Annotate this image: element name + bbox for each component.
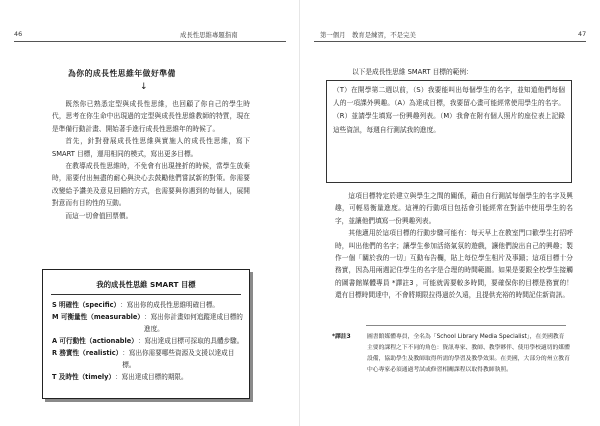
header-rule-left	[14, 41, 286, 42]
section-title: 為你的成長性思維年做好準備	[68, 69, 176, 78]
footnote-text: 圖書館媒體專員，全名為「School Library Media Specialist」，在美國教育主要的課程之下不同的角色：資訊專家、教師、教學夥伴、使用學校適切的媒體設備，協助學生及教師取得所需的學習及教學效果。在美國，大部分的州立教育中心專家必須通過考試或修習相關課程以取得教師執照。	[367, 334, 570, 373]
smart-item-t	[52, 371, 244, 383]
running-head-right: 第一個月 教育是練習，不是完美	[320, 31, 416, 39]
footnote-mark: *譯註3	[332, 334, 351, 340]
paragraph: 在教導成長性思維時，不免會有出現挫折的時候，當學生放棄時，需要付出無盡的耐心與決心去鼓勵他們嘗試新的對策。你需要改變給予讚美及意見回饋的方式，也需要與你遇到的每個人，展開對意而有目的性的互動。	[52, 162, 250, 208]
smart-item-r	[52, 347, 244, 371]
paragraph: 首先，針對發展成長性思維與實施人的成長性思維，寫下 SMART 目標，運用相同的模式，寫出更多目標。	[52, 137, 250, 158]
paragraph: 既然你已熟悉定型與成長性思維，也回顧了你自己的學生時代，思考在你生命中出現過的定型與成長性思維教師的特質，現在是準備行動計畫、開始著手進行成長性思維年的時候了。	[52, 100, 250, 133]
smart-box-title: 我的成長性思維 SMART 目標	[96, 280, 196, 289]
header-rule-right	[314, 41, 586, 42]
page-number-right: 47	[578, 30, 587, 38]
smart-key: A 可行動性（actionable）	[52, 337, 138, 345]
smart-goals-box	[42, 269, 250, 399]
smart-key: S 明確性（specific）	[52, 301, 121, 309]
smart-list	[52, 299, 244, 383]
footnote-rule	[366, 325, 566, 326]
running-head-left: 成長性思維專題指南	[180, 31, 238, 39]
paragraph: 其他適用於這項目標的行動步驟可能有：每天早上在教室門口歡學生打招呼時，叫出他們的名字；讓學生參加活絡氣氛的遊戲，讓他們說出自己的興趣；製作一個「關於我的一切」互動布告欄，貼上每位學生相片及事蹟；這項目標十分務實，因為用兩週記住學生的名字是合理的時間範圍。如果是要跟全校學生接觸的圖書館媒體專員 *譯註3 ，可能就需要較多時間，要確保你的目標是務實的！還有目標時間達中，不會將期限拉得過於久遠，且提供充裕的時間記住新資訊。	[335, 229, 573, 300]
smart-box-divider	[51, 294, 241, 295]
intro-text: 以下是成長性思維 SMART 目標的範例：	[352, 68, 473, 76]
smart-desc: ：寫出你的成長性思維明確目標。	[120, 301, 220, 309]
smart-desc: ：寫出你計畫如何追蹤達成目標的進度。	[143, 313, 243, 333]
smart-item-a	[52, 335, 244, 347]
smart-desc: ：寫出你需要哪些資源及支援以達成目標。	[122, 349, 235, 369]
example-intro	[352, 66, 572, 78]
paragraph: 這項目標特定於建立與學生之間的關係，藉由自行測試每個學生的名字及興趣，可輕易衡量進度。這裡的行動項目包括會引能經常在對話中使用學生的名字，並讓他們填寫一份興趣列表。	[335, 192, 573, 225]
right-body	[335, 190, 573, 302]
smart-item-m	[52, 311, 244, 335]
example-box	[326, 80, 572, 183]
paragraph: 而這一切會值回票價。	[65, 211, 133, 220]
footnote	[332, 332, 570, 376]
example-text: （T）在開學第二週以前，（S）我要能叫出每個學生的名字，並知道他們每個人的一項課外興趣。（A）為達成目標，我要留心畫可能經常使用學生的名字。（R）並請學生填寫一份興趣列表。（M）我會在附有個人照片的座位表上記錄這些資訊，每週自行測試我的進度。	[333, 86, 565, 134]
smart-key: R 務實性（realistic）	[52, 349, 123, 357]
smart-key: M 可衡量性（measurable）	[52, 313, 144, 321]
smart-item-s	[52, 299, 244, 311]
down-arrow-icon: ↓	[140, 82, 148, 92]
left-body	[52, 98, 250, 222]
smart-desc: ：寫出達成目標可採取的具體步驟。	[137, 337, 244, 345]
page-number-left: 46	[14, 30, 23, 38]
smart-desc: ：寫出達成目標的期限。	[115, 373, 188, 381]
smart-key: T 及時性（timely）	[52, 373, 116, 381]
